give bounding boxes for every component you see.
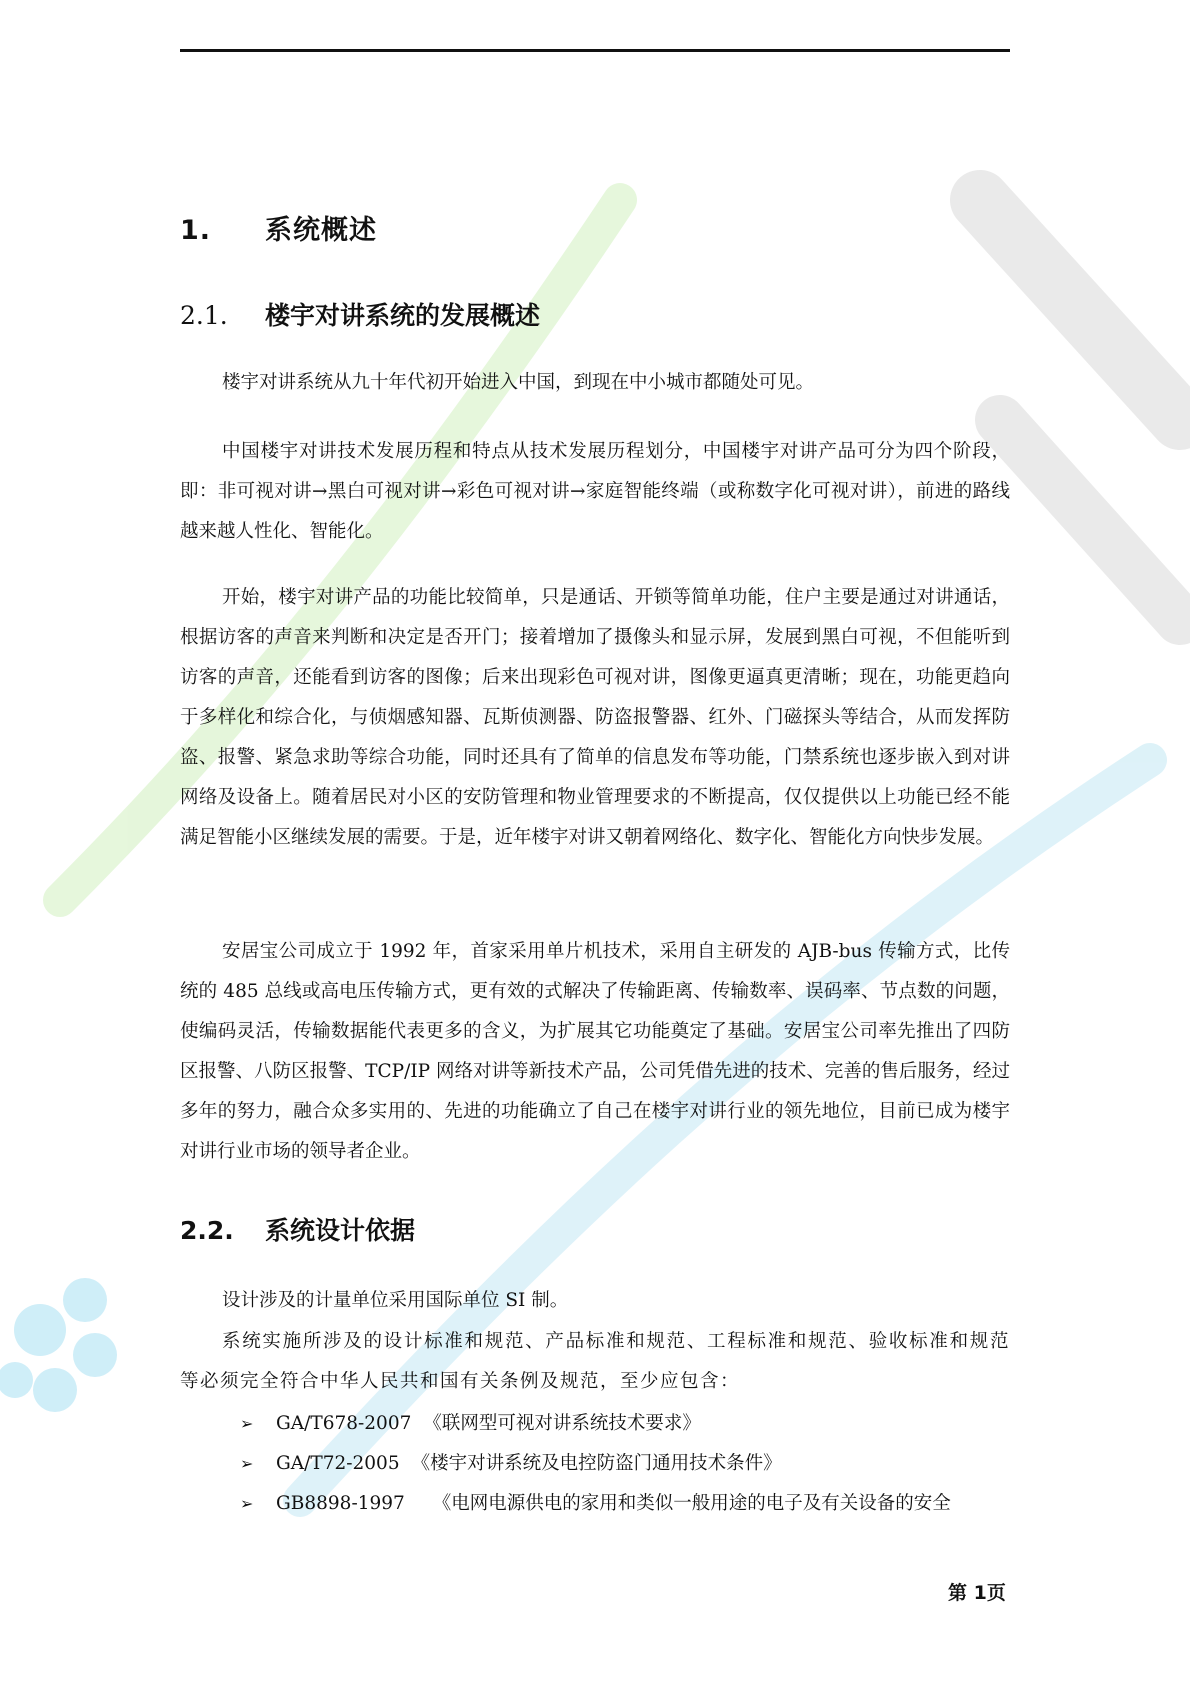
header-rule [180, 49, 1010, 52]
section-2-2-title: 系统设计依据 [265, 1216, 416, 1245]
section-2-1-number: 2.1. [180, 301, 228, 330]
standard-code: GA/T72-2005 [276, 1453, 400, 1474]
page-number: 第 1页 [948, 1582, 1006, 1604]
list-item [240, 1444, 1010, 1484]
standard-code: GB8898-1997 [276, 1493, 405, 1514]
arrow-bullet-icon: ➢ [240, 1454, 254, 1473]
list-item [240, 1484, 1010, 1524]
list-item [240, 1404, 1010, 1444]
section-1-heading [180, 208, 377, 247]
arrow-bullet-icon: ➢ [240, 1414, 254, 1433]
standard-title: 《联网型可视对讲系统技术要求》 [423, 1413, 701, 1434]
section-2-1-title: 楼宇对讲系统的发展概述 [265, 301, 541, 330]
watermark-flower-icon [0, 1278, 117, 1412]
standard-title: 《楼宇对讲系统及电控防盗门通用技术条件》 [411, 1453, 782, 1474]
paragraph: 楼宇对讲系统从九十年代初开始进入中国，到现在中小城市都随处可见。 [222, 372, 815, 393]
standards-list [240, 1404, 1010, 1524]
standard-title: 《电网电源供电的家用和类似一般用途的电子及有关设备的安全 [432, 1493, 951, 1514]
paragraph: 中国楼宇对讲技术发展历程和特点从技术发展历程划分，中国楼宇对讲产品可分为四个阶段，即：非可视对讲→黑白可视对讲→彩色可视对讲→家庭智能终端（或称数字化可视对讲），前进的路线越来越人性化、智能化。 [180, 441, 1010, 542]
section-1-title: 系统概述 [265, 215, 377, 246]
section-2-1-heading [180, 296, 540, 332]
paragraph: 设计涉及的计量单位采用国际单位 SI 制。 [222, 1290, 569, 1311]
section-2-2-number: 2.2. [180, 1216, 234, 1245]
paragraph: 开始，楼宇对讲产品的功能比较简单，只是通话、开锁等简单功能，住户主要是通过对讲通话，根据访客的声音来判断和决定是否开门；接着增加了摄像头和显示屏，发展到黑白可视，不但能听到访客的声音，还能看到访客的图像；后来出现彩色可视对讲，图像更逼真更清晰；现在，功能更趋向于多样化和综合化，与侦烟感知器、瓦斯侦测器、防盗报警器、红外、门磁探头等结合，从而发挥防盗、报警、紧急求助等综合功能，同时还具有了简单的信息发布等功能，门禁系统也逐步嵌入到对讲网络及设备上。随着居民对小区的安防管理和物业管理要求的不断提高，仅仅提供以上功能已经不能满足智能小区继续发展的需要。于是，近年楼宇对讲又朝着网络化、数字化、智能化方向快步发展。 [180, 587, 1010, 848]
arrow-bullet-icon: ➢ [240, 1494, 254, 1513]
paragraph: 安居宝公司成立于 1992 年，首家采用单片机技术，采用自主研发的 AJB-bus 传输方式，比传统的 485 总线或高电压传输方式，更有效的式解决了传输距离、传输数率、误码率、节点数的问题，使编码灵活，传输数据能代表更多的含义，为扩展其它功能奠定了基础。安居宝公司率先推出了四防区报警、八防区报警、TCP/IP 网络对讲等新技术产品，公司凭借先进的技术、完善的售后服务，经过多年的努力，融合众多实用的、先进的功能确立了自己在楼宇对讲行业的领先地位，目前已成为楼宇对讲行业市场的领导者企业。 [180, 941, 1010, 1162]
paragraph: 系统实施所涉及的设计标准和规范、产品标准和规范、工程标准和规范、验收标准和规范等必须完全符合中华人民共和国有关条例及规范，至少应包含： [180, 1331, 1010, 1392]
standard-code: GA/T678-2007 [276, 1413, 412, 1434]
section-2-2-heading [180, 1211, 415, 1247]
section-1-number: 1. [180, 215, 212, 246]
